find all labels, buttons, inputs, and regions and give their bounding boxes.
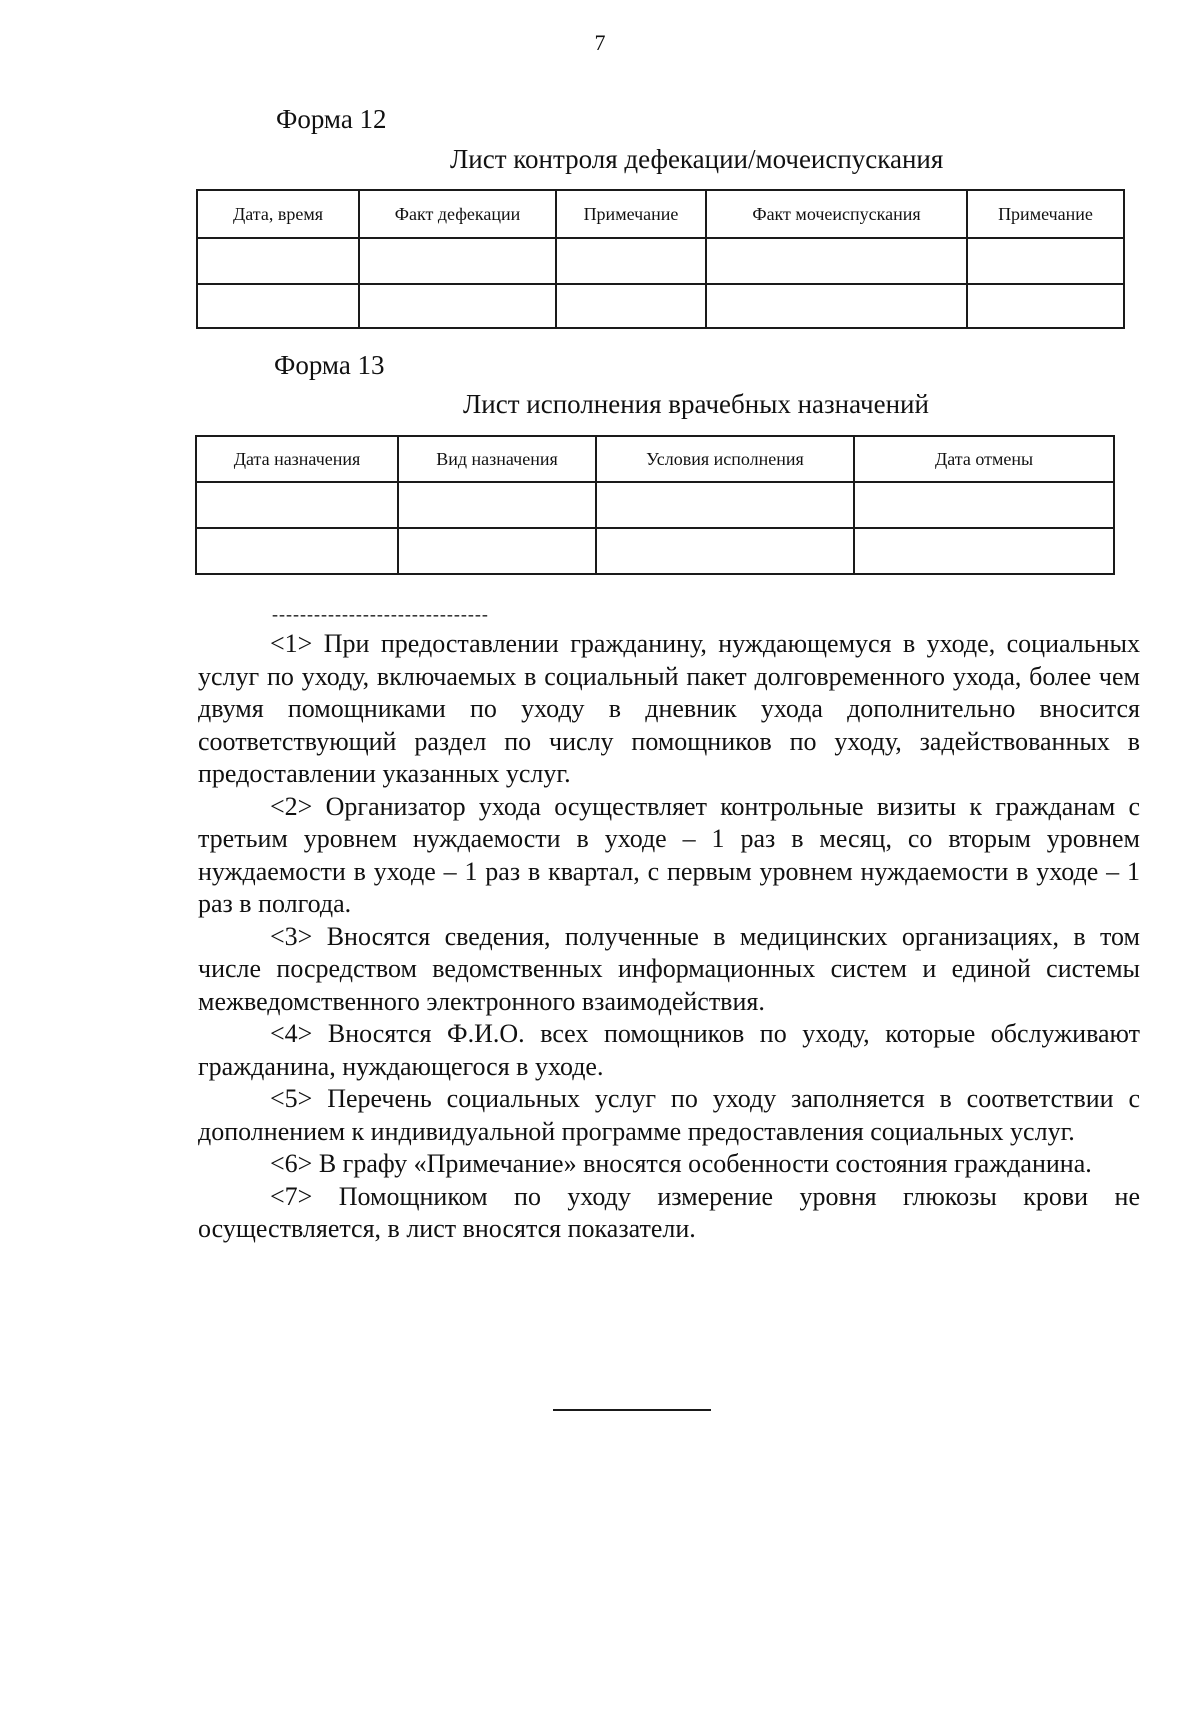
page-number: 7 — [594, 30, 606, 55]
form12-header-row — [197, 190, 1124, 238]
form12-col-date-time: Дата, время — [197, 190, 359, 238]
table-cell — [197, 284, 359, 328]
footnote-7: <7> Помощником по уходу измерение уровня глюкозы крови не осуществляется, в лист вносятся показатели. — [198, 1181, 1140, 1243]
table-cell — [398, 528, 596, 574]
table-row — [196, 528, 1114, 574]
form12-table — [196, 189, 1125, 329]
table-cell — [398, 482, 596, 528]
footnote-2: <2> Организатор ухода осуществляет контрольные визиты к гражданам с третьим уровнем нуждаемости в уходе – 1 раз в месяц, со вторым уровнем нуждаемости в уходе – 1 раз в квартал, с первым уровнем нуждаемости в уходе – 1 раз в полгода. — [198, 791, 1140, 918]
form13-col-appointment-type: Вид назначения — [398, 436, 596, 482]
footnote-1: <1> При предоставлении гражданину, нуждающемуся в уходе, социальных услуг по уходу, включаемых в социальный пакет долговременного ухода, более чем двумя помощниками по уходу в дневник ухода дополнительно вносится соответствующий раздел по числу помощников по уходу, задействованных в предоставлении указанных услуг. — [198, 629, 1140, 788]
table-cell — [556, 284, 706, 328]
form13-header-row — [196, 436, 1114, 482]
table-cell — [196, 528, 398, 574]
form12-col-urination: Факт мочеиспускания — [706, 190, 967, 238]
form13-col-appointment-date: Дата назначения — [196, 436, 398, 482]
footnote-4: <4> Вносятся Ф.И.О. всех помощников по уходу, которые обслуживают гражданина, нуждающегося в уходе. — [198, 1019, 1140, 1081]
form13-col-conditions: Условия исполнения — [596, 436, 854, 482]
table-cell — [706, 238, 967, 284]
table-row — [197, 238, 1124, 284]
footnotes — [198, 628, 1140, 1246]
form13-title: Лист исполнения врачебных назначений — [463, 389, 929, 419]
footnote-3: <3> Вносятся сведения, полученные в медицинских организациях, в том числе посредством ведомственных информационных систем и единой системы межведомственного электронного взаимодействия. — [198, 921, 1140, 1016]
table-cell — [556, 238, 706, 284]
table-cell — [359, 238, 556, 284]
table-cell — [854, 528, 1114, 574]
form12-col-defecation: Факт дефекации — [359, 190, 556, 238]
table-cell — [706, 284, 967, 328]
table-cell — [197, 238, 359, 284]
table-row — [196, 482, 1114, 528]
footnote-separator: ------------------------------- — [272, 604, 489, 624]
table-cell — [596, 528, 854, 574]
footnote-6: <6> В графу «Примечание» вносятся особенности состояния гражданина. — [270, 1149, 1092, 1178]
form13-label: Форма 13 — [274, 350, 385, 380]
form12-title: Лист контроля дефекации/мочеиспускания — [450, 144, 944, 174]
table-cell — [967, 238, 1124, 284]
table-row — [197, 284, 1124, 328]
footnote-5: <5> Перечень социальных услуг по уходу заполняется в соответствии с дополнением к индивидуальной программе предоставления социальных услуг. — [198, 1084, 1140, 1146]
table-cell — [596, 482, 854, 528]
form13-col-cancel-date: Дата отмены — [854, 436, 1114, 482]
table-cell — [967, 284, 1124, 328]
table-cell — [854, 482, 1114, 528]
form12-col-note: Примечание — [556, 190, 706, 238]
form13-table — [195, 435, 1115, 575]
form12-label: Форма 12 — [276, 104, 387, 134]
table-cell — [359, 284, 556, 328]
end-divider — [553, 1409, 711, 1411]
table-cell — [196, 482, 398, 528]
form12-col-note-2: Примечание — [967, 190, 1124, 238]
